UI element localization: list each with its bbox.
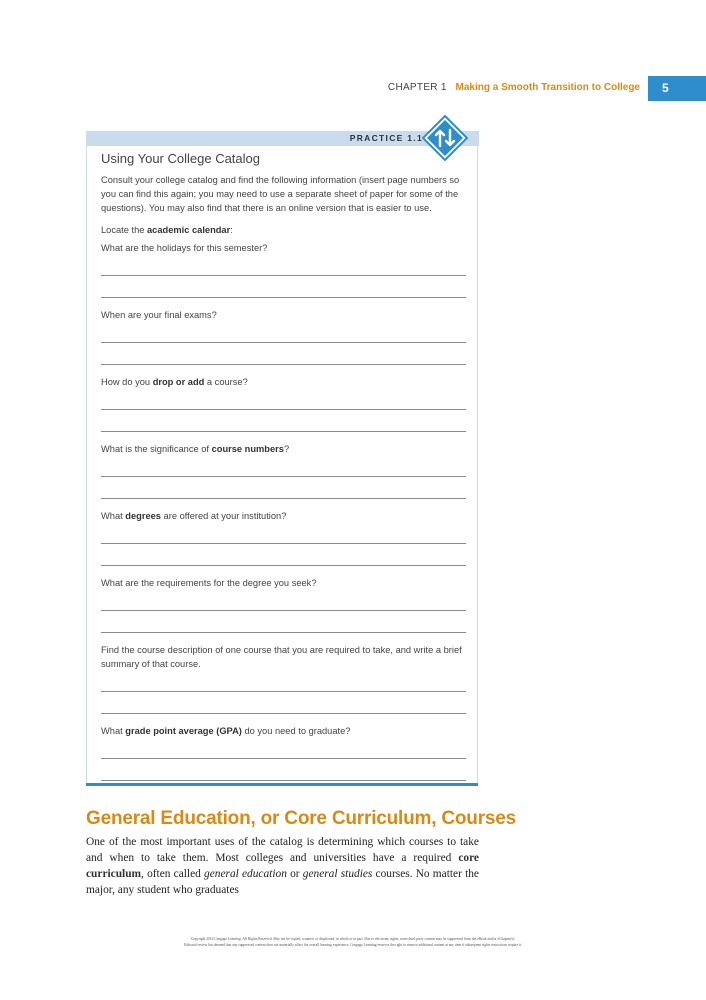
- footer-line-1: Copyright 2016 Cengage Learning. All Rights Reserved. May not be copied, scanned, or duplicated, in whole or in part. Due to electronic rights, some third party content may be suppressed from the eBook and/or eChapter(s).: [190, 937, 516, 941]
- answer-line[interactable]: [101, 431, 466, 432]
- locate-instruction: [101, 223, 467, 237]
- practice-label: PRACTICE 1.1: [349, 133, 423, 143]
- question-text: How do you drop or add a course?: [101, 377, 248, 387]
- answer-line[interactable]: [101, 565, 466, 566]
- answer-line[interactable]: [101, 498, 466, 499]
- locate-bold: academic calendar: [147, 225, 231, 235]
- question-block: [101, 442, 467, 499]
- practice-intro: Consult your college catalog and find the following information (insert page numbers so you can find this again; you may need to use a separate sheet of paper for some of the questions). You may also find that there is an online version that is easier to use.: [101, 175, 460, 213]
- practice-title: Using Your College Catalog: [101, 151, 260, 166]
- practice-content: [101, 151, 467, 781]
- question-text: What is the significance of course numbers?: [101, 444, 290, 454]
- answer-line[interactable]: [101, 632, 466, 633]
- locate-prefix: Locate the: [101, 225, 148, 235]
- footer-line-2: Editorial review has deemed that any suppressed content does not materially affect the overall learning experience. Cengage Learning reserves the right to remove additional content at any time if subsequent rights restrictions require it.: [184, 943, 522, 947]
- answer-line[interactable]: [101, 297, 466, 298]
- answer-line[interactable]: [101, 713, 466, 714]
- question-text: What grade point average (GPA) do you need to graduate?: [101, 726, 351, 736]
- question-text: Find the course description of one course that you are required to take, and write a brief summary of that course.: [101, 645, 462, 669]
- copyright-footer: [0, 936, 706, 948]
- question-block: [101, 509, 467, 566]
- page-number-tab: [648, 76, 706, 101]
- question-block: [101, 576, 467, 633]
- running-header: [388, 80, 640, 96]
- locate-suffix: :: [230, 225, 233, 235]
- question-block: [101, 241, 467, 298]
- practice-bottom-rule: [86, 783, 478, 786]
- question-block: [101, 375, 467, 432]
- question-text: When are your final exams?: [101, 310, 217, 320]
- answer-line[interactable]: [101, 780, 466, 781]
- body-paragraph: One of the most important uses of the catalog is determining which courses to take and when to take them. Most colleges and universities have a required core curriculum, often called general education or general studies courses. No matter the major, any student who graduates: [86, 836, 479, 896]
- question-block: [101, 724, 467, 781]
- practice-header-bar: [87, 131, 479, 146]
- answer-line[interactable]: [101, 364, 466, 365]
- up-down-arrows-diamond-icon: [422, 115, 468, 161]
- section-heading: General Education, or Core Curriculum, Courses: [86, 808, 517, 829]
- page-number: 5: [662, 81, 669, 95]
- practice-box: [86, 131, 478, 784]
- question-text: What are the holidays for this semester?: [101, 243, 268, 253]
- question-block: [101, 308, 467, 365]
- question-text: What degrees are offered at your institution?: [101, 511, 287, 521]
- chapter-label: CHAPTER 1: [387, 82, 447, 93]
- question-text: What are the requirements for the degree you seek?: [101, 578, 317, 588]
- chapter-title: Making a Smooth Transition to College: [455, 82, 640, 93]
- question-block: [101, 643, 467, 714]
